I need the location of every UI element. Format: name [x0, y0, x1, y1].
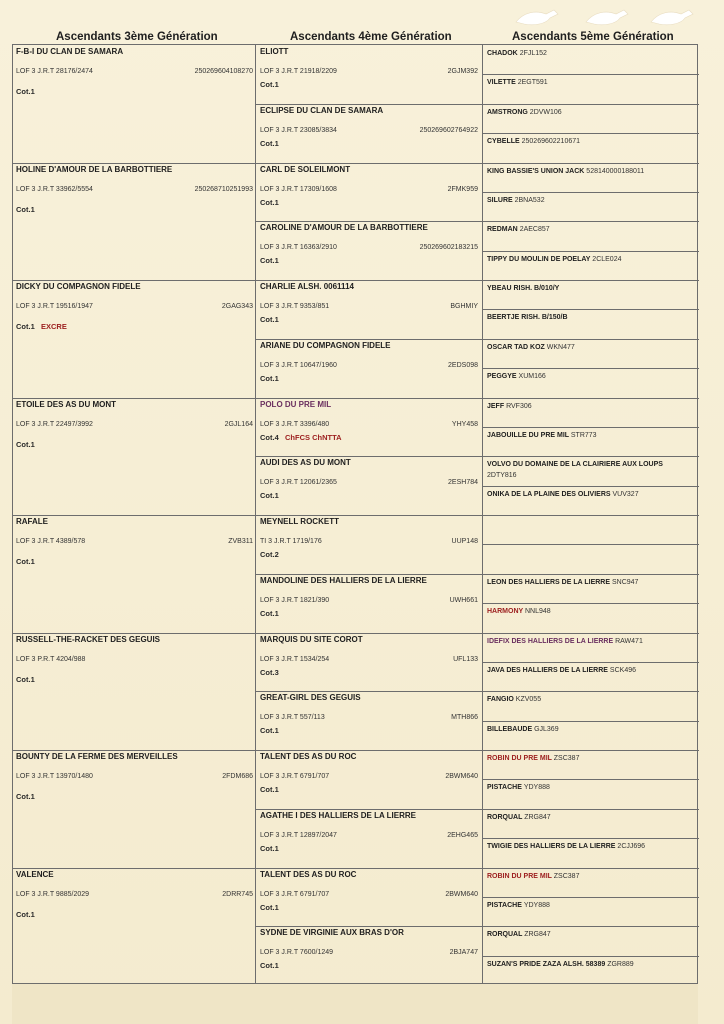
gen4-id-number: UWH661 [449, 596, 478, 604]
gen5-dog-entry [487, 782, 694, 793]
gen5-registration: 2FJL152 [519, 50, 547, 57]
row-divider [482, 427, 699, 428]
gen5-registration: YDY888 [523, 901, 550, 909]
gen5-dog-entry [487, 489, 694, 500]
gen5-registration: ZSC387 [553, 755, 580, 762]
gen5-registration: ZSC387 [553, 872, 580, 880]
gen5-registration: 250269602210671 [521, 138, 581, 146]
gen5-registration: 2EGT591 [517, 79, 548, 87]
gen4-lof-number: LOF 3 J.R.T 9353/851 [260, 303, 330, 310]
gen4-id-number: 2GJM392 [447, 68, 478, 75]
row-divider [482, 721, 699, 722]
gen5-dog-entry [487, 77, 694, 88]
gen4-id-number: 2ESH784 [448, 479, 478, 487]
gen4-cotation: Cot.2 [260, 550, 279, 559]
gen5-registration: XUM166 [518, 373, 546, 381]
gen5-registration: ZRG847 [524, 813, 551, 821]
gen3-cotation: Cot.1 [16, 322, 35, 331]
gen4-lof-number: LOF 3 J.R.T 23085/3834 [260, 126, 337, 134]
row-divider [482, 486, 699, 487]
gen5-dog-entry [487, 606, 694, 617]
gen4-id-number: 250269602764922 [419, 126, 478, 134]
gen5-dog-entry [487, 841, 694, 852]
gen3-title-badge: EXCRE [41, 322, 67, 331]
gen5-dog-name: JEFF [487, 402, 505, 410]
gen5-dog-entry [487, 136, 694, 147]
row-divider [482, 897, 699, 898]
gen4-title-badge: ChFCS ChNTTA [285, 432, 342, 442]
row-divider [255, 221, 699, 222]
gen3-dog-name: DICKY DU COMPAGNON FIDELE [16, 282, 141, 291]
row-divider [13, 398, 699, 399]
row-divider [255, 104, 699, 105]
row-divider [13, 163, 699, 164]
row-divider [482, 251, 699, 252]
gen3-dog-name: VALENCE [16, 869, 54, 879]
gen4-lof-number: LOF 3 J.R.T 21918/2209 [260, 68, 337, 75]
gen5-dog-entry [487, 224, 694, 235]
gen5-dog-name: OSCAR TAD KOZ [487, 343, 545, 351]
gen3-id-number: 2DRR745 [222, 890, 253, 898]
gen4-lof-number: LOF 3 J.R.T 7600/1249 [260, 949, 334, 957]
gen5-dog-entry [487, 636, 694, 647]
gen3-lof-number: LOF 3 J.R.T 4389/578 [16, 538, 86, 545]
gen3-cotation: Cot.1 [16, 557, 35, 566]
gen3-lof-number: LOF 3 J.R.T 19516/1947 [16, 303, 93, 310]
gen5-registration: 528140000188011 [586, 167, 645, 175]
gen5-dog-name: RORQUAL [487, 931, 523, 939]
gen3-cotation: Cot.1 [16, 87, 35, 96]
gen4-cotation: Cot.1 [260, 138, 279, 148]
gen3-cotation: Cot.1 [16, 909, 35, 919]
gen5-dog-entry [487, 430, 694, 441]
row-divider [255, 691, 699, 692]
gen4-cotation: Cot.1 [260, 315, 279, 324]
gen3-lof-number: LOF 3 J.R.T 9885/2029 [16, 890, 90, 898]
gen4-cotation: Cot.1 [260, 608, 279, 618]
gen4-dog-name: AGATHE I DES HALLIERS DE LA LIERRE [260, 810, 417, 820]
gen4-cotation: Cot.1 [260, 491, 279, 501]
gen5-dog-name: ONIKA DE LA PLAINE DES OLIVIERS [487, 490, 611, 498]
gen4-cotation: Cot.1 [260, 961, 279, 971]
gen5-dog-name: PISTACHE [487, 901, 522, 909]
gen4-cotation: Cot.1 [260, 373, 279, 383]
gen4-id-number: UUP148 [451, 538, 478, 545]
gen3-id-number: ZVB311 [228, 538, 253, 545]
gen5-dog-entry [487, 459, 694, 481]
gen5-dog-name: IDEFIX DES HALLIERS DE LA LIERRE [487, 637, 614, 645]
gen4-lof-number: LOF 3 J.R.T 1821/390 [260, 596, 330, 604]
gen3-dog-name: RUSSELL-THE-RACKET DES GEGUIS [16, 634, 161, 644]
gen3-dog-name: BOUNTY DE LA FERME DES MERVEILLES [16, 752, 178, 761]
gen5-dog-name: HARMONY [487, 608, 524, 616]
gen3-dog-name: ETOILE DES AS DU MONT [16, 399, 117, 409]
row-divider [482, 838, 699, 839]
gen4-dog-name: AUDI DES AS DU MONT [260, 458, 351, 468]
gen4-id-number: 2EHG465 [447, 831, 478, 839]
gen4-lof-number: TI 3 J.R.T 1719/176 [260, 538, 322, 545]
gen3-id-number: 250268710251993 [194, 185, 253, 193]
gen4-cotation: Cot.3 [260, 667, 279, 677]
gen4-id-number: 2BJA747 [449, 949, 478, 957]
gen5-registration: RVF306 [506, 402, 532, 410]
gen5-dog-name: FANGIO [487, 696, 514, 704]
gen5-dog-entry [487, 342, 694, 353]
gen4-cotation: Cot.1 [260, 902, 279, 912]
row-divider [255, 339, 699, 340]
gen3-dog-name: RAFALE [16, 517, 48, 526]
gen4-lof-number: LOF 3 J.R.T 10647/1960 [260, 361, 337, 369]
row-divider [255, 456, 699, 457]
gen5-registration: 2AEC857 [519, 226, 550, 234]
gen5-dog-entry [487, 371, 694, 382]
gen5-dog-name: ROBIN DU PRE MIL [487, 755, 552, 762]
gen4-dog-name: TALENT DES AS DU ROC [260, 869, 357, 879]
pedigree-grid [12, 44, 698, 984]
gen5-dog-name: KING BASSIE'S UNION JACK [487, 167, 585, 175]
row-divider [482, 133, 699, 134]
row-divider [482, 779, 699, 780]
gen5-dog-name: AMSTRONG [487, 108, 528, 116]
gen4-dog-name: CHARLIE ALSH. 0061114 [260, 282, 354, 291]
gen5-dog-name: VILETTE [487, 79, 516, 87]
gen3-cotation: Cot.1 [16, 674, 35, 684]
gen5-registration: 2CLE024 [592, 255, 622, 263]
gen5-dog-name: BEERTJE RISH. B/150/B [487, 314, 568, 322]
gen4-lof-number: LOF 3 J.R.T 6791/707 [260, 890, 330, 898]
column-divider [255, 45, 256, 983]
gen4-dog-name: SYDNE DE VIRGINIE AUX BRAS D'OR [260, 928, 404, 938]
row-divider [13, 280, 699, 281]
gen4-lof-number: LOF 3 J.R.T 1534/254 [260, 655, 330, 663]
gen4-id-number: 2BWM640 [445, 773, 478, 780]
row-divider [482, 956, 699, 957]
header-gen4: Ascendants 4ème Génération [290, 31, 452, 43]
gen5-dog-name: LEON DES HALLIERS DE LA LIERRE [487, 578, 611, 586]
row-divider [13, 750, 699, 751]
gen5-dog-name: VOLVO DU DOMAINE DE LA CLAIRIERE AUX LOUPS [487, 461, 663, 469]
gen3-id-number: 2FDM686 [222, 773, 253, 780]
gen4-id-number: BGHMIY [450, 303, 478, 310]
gen5-dog-entry [487, 312, 694, 323]
gen3-dog-name: HOLINE D'AMOUR DE LA BARBOTTIERE [16, 164, 173, 174]
gen5-registration: ZGR889 [607, 960, 634, 968]
row-divider [255, 809, 699, 810]
gen5-registration: STR773 [570, 431, 597, 439]
gen5-dog-entry [487, 753, 694, 764]
row-divider [482, 544, 699, 545]
row-divider [482, 74, 699, 75]
gen5-dog-name: SUZAN'S PRIDE ZAZA ALSH. 58389 [487, 960, 606, 968]
gen4-cotation: Cot.1 [260, 843, 279, 853]
gen5-dog-entry [487, 107, 694, 118]
gen4-lof-number: LOF 3 J.R.T 6791/707 [260, 773, 330, 780]
gen4-dog-name: MARQUIS DU SITE COROT [260, 634, 363, 644]
gen4-lof-number: LOF 3 J.R.T 557/113 [260, 714, 325, 722]
gen5-dog-entry [487, 166, 694, 177]
gen3-lof-number: LOF 3 P.R.T 4204/988 [16, 655, 86, 663]
row-divider [482, 603, 699, 604]
gen5-registration: YDY888 [523, 784, 550, 792]
gen5-dog-entry [487, 724, 694, 735]
gen4-lof-number: LOF 3 J.R.T 12897/2047 [260, 831, 337, 839]
row-divider [255, 926, 699, 927]
gen5-dog-name: CYBELLE [487, 138, 520, 146]
gen3-cotation: Cot.1 [16, 439, 35, 449]
gen5-dog-name: TIPPY DU MOULIN DE POELAY [487, 255, 591, 263]
gen3-id-number: 250269604108270 [194, 68, 253, 75]
gen4-cotation: Cot.1 [260, 197, 279, 207]
gen3-lof-number: LOF 3 J.R.T 28176/2474 [16, 68, 93, 75]
gen4-lof-number: LOF 3 J.R.T 12061/2365 [260, 479, 337, 487]
gen4-lof-number: LOF 3 J.R.T 16363/2910 [260, 244, 337, 252]
gen5-dog-entry [487, 283, 694, 294]
row-divider [255, 574, 699, 575]
gen4-dog-name: TALENT DES AS DU ROC [260, 752, 357, 761]
row-divider [482, 192, 699, 193]
gen4-id-number: UFL133 [453, 655, 478, 663]
gen4-id-number: 2BWM640 [445, 890, 478, 898]
gen5-registration: 2BNA532 [514, 196, 545, 204]
gen4-dog-name: ELIOTT [260, 47, 289, 56]
gen4-lof-number: LOF 3 J.R.T 3396/480 [260, 420, 330, 428]
gen4-dog-name: GREAT-GIRL DES GEGUIS [260, 693, 361, 703]
gen4-dog-name: ARIANE DU COMPAGNON FIDELE [260, 340, 391, 350]
gen3-id-number: 2GJL164 [224, 420, 253, 428]
gen5-dog-entry [487, 665, 694, 676]
gen5-dog-name: REDMAN [487, 226, 518, 234]
gen5-dog-entry [487, 812, 694, 823]
gen4-dog-name: CARL DE SOLEILMONT [260, 164, 351, 174]
gen4-dog-name: CAROLINE D'AMOUR DE LA BARBOTTIERE [260, 223, 428, 233]
gen5-dog-name: PISTACHE [487, 784, 522, 792]
gen4-dog-name: POLO DU PRE MIL [260, 399, 332, 409]
gen5-dog-name: TWIGIE DES HALLIERS DE LA LIERRE [487, 843, 616, 851]
gen5-dog-entry [487, 929, 694, 940]
gen4-id-number: 2FMK959 [447, 185, 478, 193]
row-divider [13, 868, 699, 869]
gen5-registration: VUV327 [612, 490, 639, 498]
gen5-dog-name: PEGGYE [487, 373, 517, 381]
gen5-dog-entry [487, 401, 694, 412]
gen5-dog-name: JAVA DES HALLIERS DE LA LIERRE [487, 666, 608, 674]
row-divider [13, 515, 699, 516]
gen3-dog-name: F-B-I DU CLAN DE SAMARA [16, 47, 124, 56]
gen5-registration: SCK496 [609, 666, 636, 674]
gen3-id-number: 2GAG343 [221, 303, 253, 310]
gen5-dog-entry [487, 900, 694, 911]
gen3-lof-number: LOF 3 J.R.T 22497/3992 [16, 420, 93, 428]
gen5-dog-entry [487, 959, 694, 970]
gen4-id-number: YHY458 [451, 420, 478, 428]
gen5-dog-name: CHADOK [487, 50, 518, 57]
gen5-dog-name: ROBIN DU PRE MIL [487, 872, 552, 880]
column-divider [482, 45, 483, 983]
gen4-cotation: Cot.1 [260, 726, 279, 736]
gen4-dog-name: MANDOLINE DES HALLIERS DE LA LIERRE [260, 575, 427, 585]
page-bottom-margin [12, 984, 698, 1024]
header-gen5: Ascendants 5ème Génération [512, 31, 674, 43]
gen5-dog-name: JABOUILLE DU PRE MIL [487, 431, 569, 439]
gen4-cotation: Cot.1 [260, 256, 279, 266]
gen4-dog-name: ECLIPSE DU CLAN DE SAMARA [260, 105, 384, 115]
gen4-cotation: Cot.1 [260, 80, 279, 89]
row-divider [482, 662, 699, 663]
row-divider [482, 309, 699, 310]
gen4-lof-number: LOF 3 J.R.T 17309/1608 [260, 185, 337, 193]
gen5-dog-entry [487, 694, 694, 705]
gen5-registration: 2CJJ696 [617, 843, 646, 851]
gen5-registration: 2DVW106 [529, 108, 562, 116]
gen4-id-number: 250269602183215 [419, 244, 478, 252]
gen5-dog-name: YBEAU RISH. B/010/Y [487, 285, 560, 292]
gen3-lof-number: LOF 3 J.R.T 33962/5554 [16, 185, 93, 193]
gen4-cotation: Cot.4 [260, 432, 279, 442]
gen5-registration: RAW471 [615, 637, 643, 645]
gen5-registration: KZV055 [515, 696, 542, 704]
row-divider [482, 368, 699, 369]
gen5-dog-name: SILURE [487, 196, 513, 204]
gen5-registration: SNC947 [611, 578, 639, 586]
gen5-registration: 2DTY816 [487, 472, 517, 480]
gen4-id-number: 2EDS098 [448, 361, 478, 369]
gen4-dog-name: MEYNELL ROCKETT [260, 517, 339, 526]
header-gen3: Ascendants 3ème Génération [56, 31, 218, 43]
gen5-dog-name: RORQUAL [487, 813, 523, 821]
gen5-dog-entry [487, 195, 694, 206]
gen5-dog-entry [487, 871, 694, 882]
gen4-cotation: Cot.1 [260, 785, 279, 794]
gen5-dog-entry [487, 254, 694, 265]
gen3-lof-number: LOF 3 J.R.T 13970/1480 [16, 773, 93, 780]
gen3-cotation: Cot.1 [16, 204, 35, 214]
gen5-registration: GJL369 [534, 725, 559, 733]
gen5-registration: NNL948 [525, 608, 551, 616]
gen5-dog-entry [487, 577, 694, 588]
gen3-cotation: Cot.1 [16, 792, 35, 801]
gen5-registration: WKN477 [546, 343, 575, 351]
gen4-id-number: MTH866 [451, 714, 478, 722]
gen5-dog-name: BILLEBAUDE [487, 725, 533, 733]
gen5-registration: ZRG847 [524, 931, 551, 939]
gen5-dog-entry [487, 48, 694, 59]
running-dogs-icon [506, 4, 706, 28]
row-divider [13, 633, 699, 634]
